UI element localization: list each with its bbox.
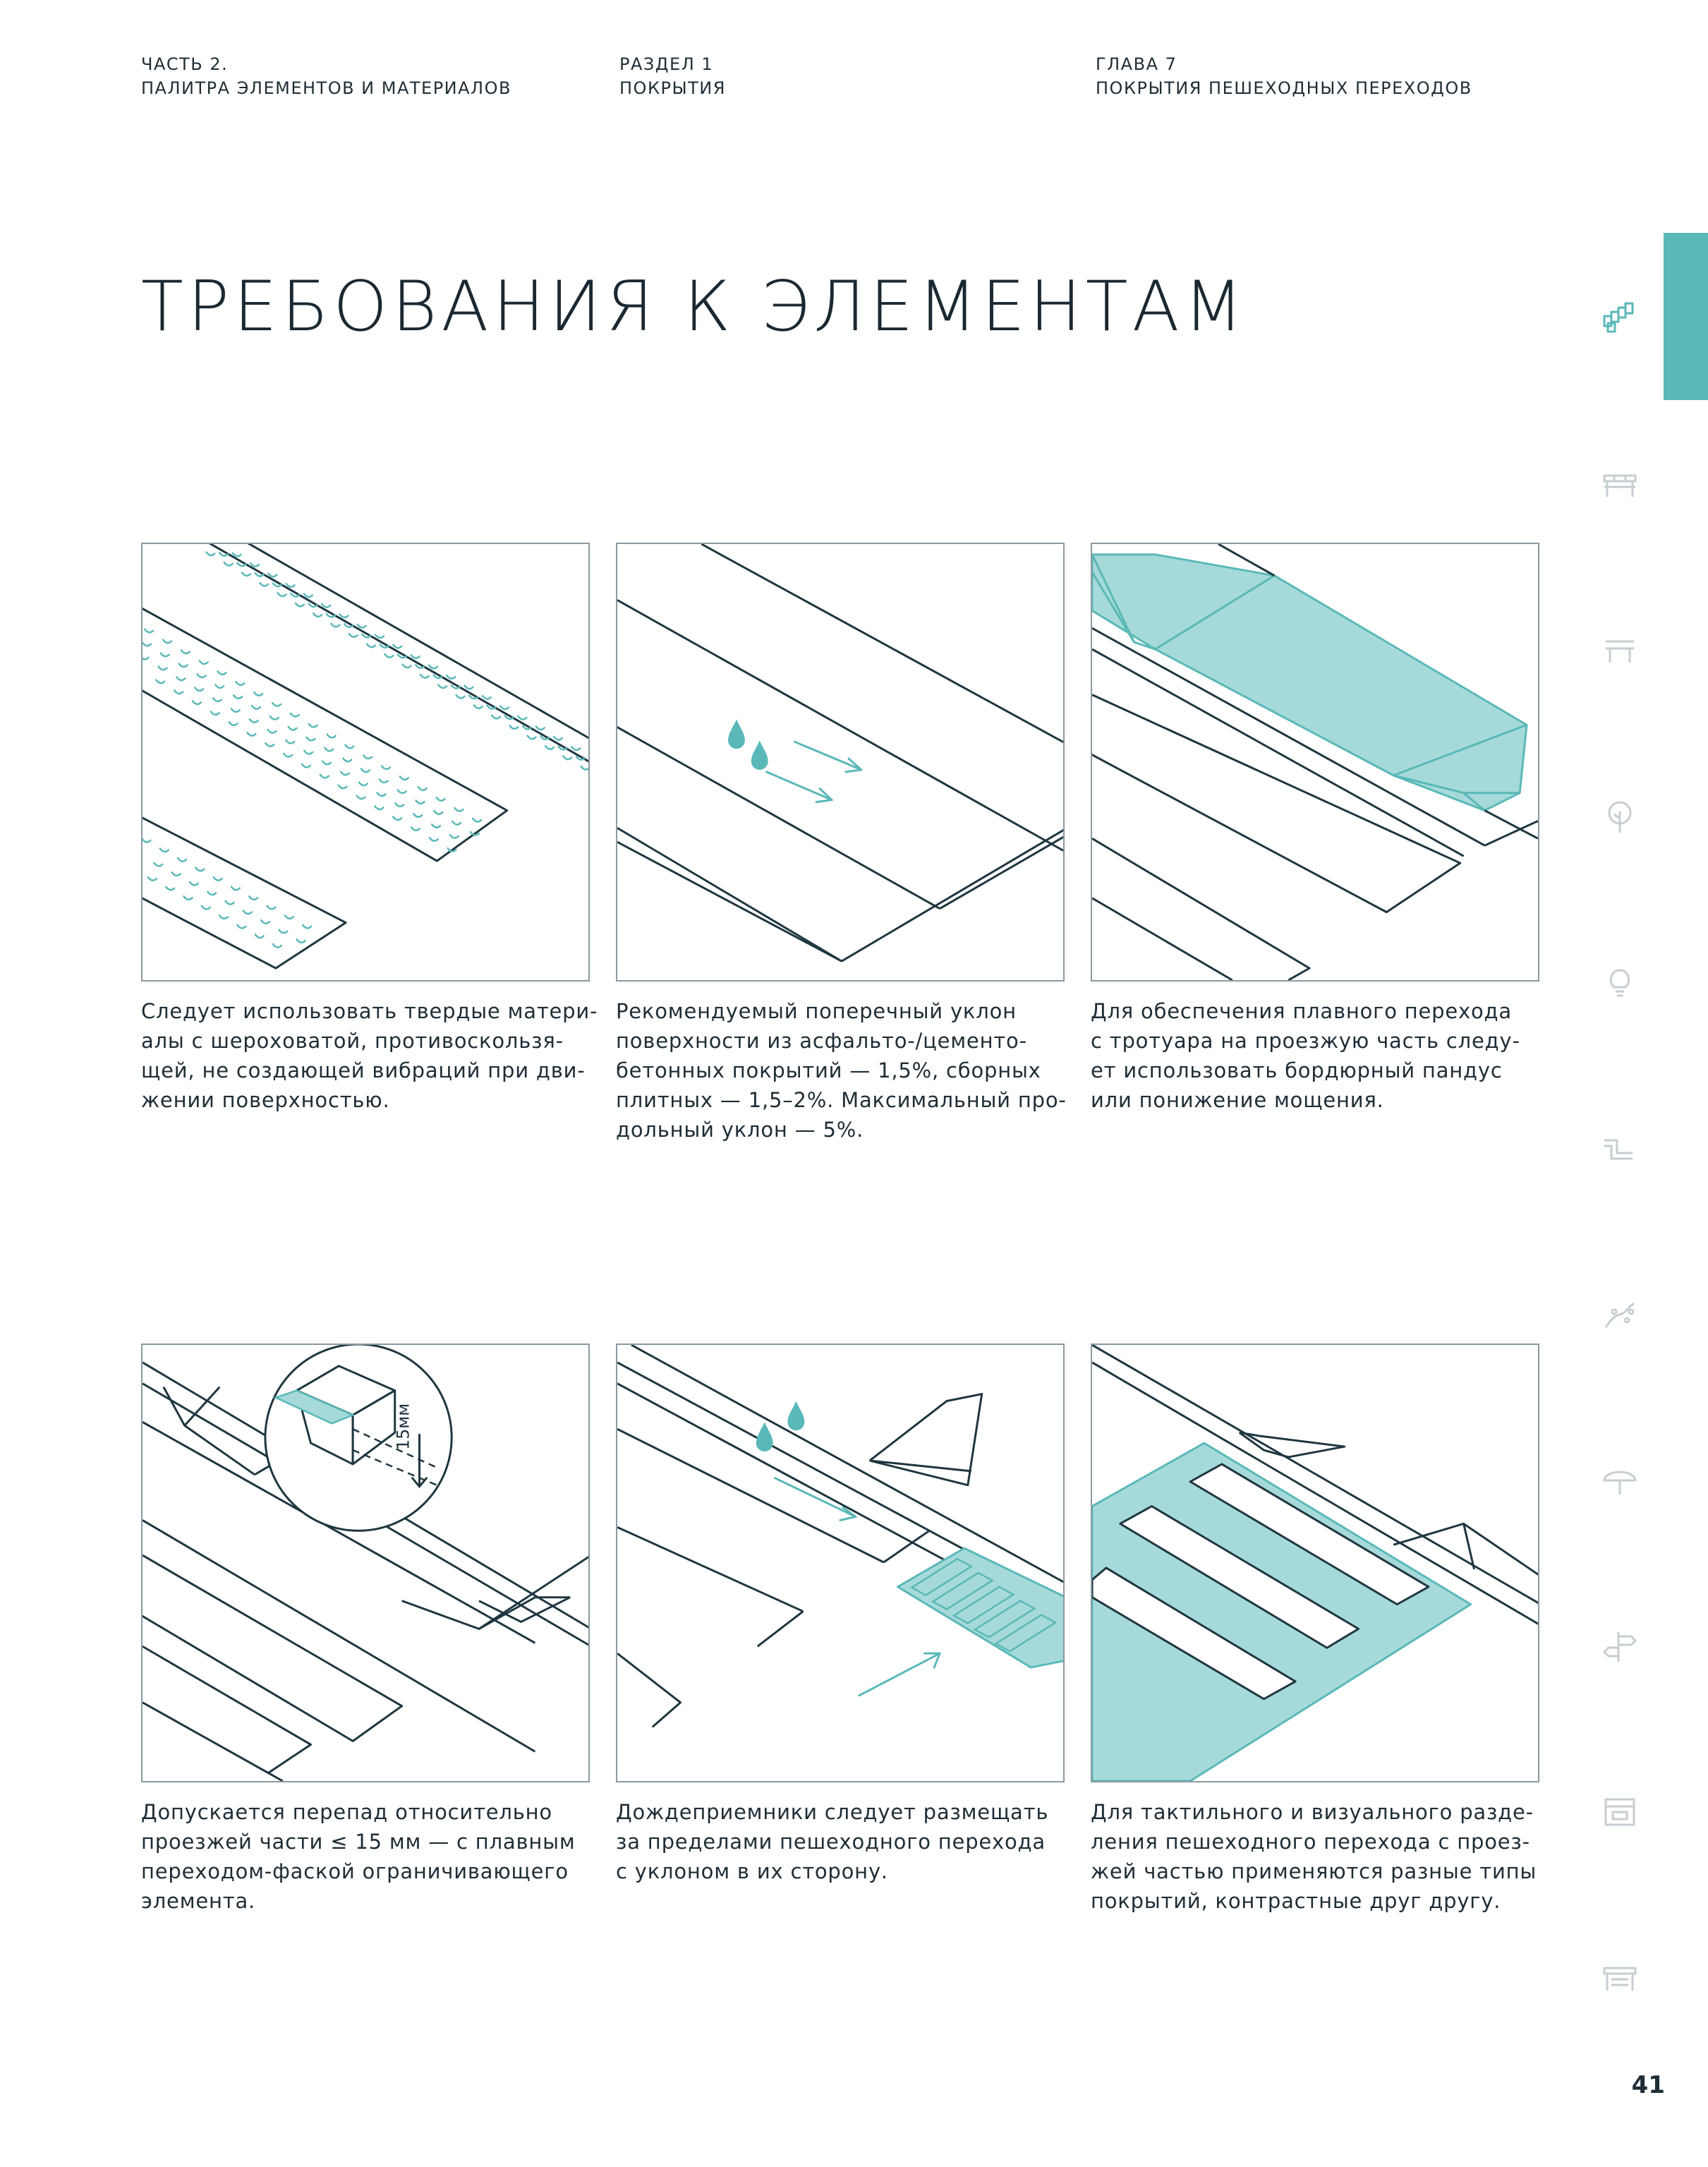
tactile-dot (197, 674, 205, 677)
tactile-dot (145, 629, 153, 633)
tactile-dot (349, 634, 358, 637)
tactile-dot (395, 803, 404, 807)
caption-line: покрытий, контрастные друг другу. (1091, 1889, 1501, 1913)
tactile-dot (403, 665, 411, 668)
tactile-dot (345, 745, 353, 749)
tactile-dot (195, 687, 203, 691)
header-chapter-line2: ПОКРЫТИЯ ПЕШЕХОДНЫХ ПЕРЕХОДОВ (1096, 78, 1472, 98)
tactile-dot (279, 930, 287, 934)
tactile-dot (393, 816, 401, 820)
pipe-icon[interactable] (1600, 1129, 1640, 1169)
tactile-dot (325, 748, 333, 751)
tactile-dot (161, 653, 169, 657)
caption-rough-surface (141, 996, 598, 1115)
tactile-dot (302, 764, 310, 768)
tactile-dot (250, 563, 259, 567)
tactile-dot (473, 819, 481, 822)
tactile-dot (434, 811, 442, 814)
plants-icon[interactable] (1600, 1295, 1640, 1334)
tactile-dot (327, 735, 336, 738)
tactile-dot (331, 624, 339, 627)
caption-line: ления пешеходного перехода с проез- (1091, 1830, 1530, 1854)
tactile-dot (148, 877, 157, 881)
tactile-dot (218, 671, 226, 675)
rough-surface-illustration (143, 544, 588, 980)
tactile-dot (206, 553, 214, 556)
tactile-dot (176, 677, 185, 681)
tactile-dot (393, 645, 401, 648)
kiosk-icon[interactable] (1600, 1792, 1640, 1832)
tactile-dot (297, 939, 305, 943)
figure-curb-ramp (1091, 543, 1539, 982)
tactile-dot (411, 827, 420, 831)
tactile-dot (452, 821, 461, 825)
tactile-dot (156, 680, 164, 684)
tactile-dot (340, 614, 349, 617)
caption-contrast-surfaces (1091, 1797, 1542, 1916)
tactile-dot (252, 706, 260, 709)
tactile-dot (261, 920, 269, 924)
tactile-dot (416, 800, 424, 804)
tactile-dot (163, 640, 171, 644)
tactile-dot (260, 583, 268, 586)
tactile-dot (358, 624, 366, 628)
tactile-dot (356, 796, 365, 799)
tactile-dot (179, 664, 188, 668)
tactile-dot (278, 593, 286, 596)
tactile-dot (339, 785, 347, 789)
tactile-dot (454, 808, 463, 811)
header-section (619, 52, 726, 100)
tactile-dot (341, 772, 349, 775)
tactile-dot (322, 761, 331, 765)
tactile-dot (243, 911, 252, 915)
caption-line: ет использовать бордюрный пандус (1091, 1058, 1503, 1082)
caption-storm-drain (616, 1797, 1067, 1886)
tactile-dot (492, 716, 500, 719)
tactile-dot (181, 651, 190, 654)
tactile-dot (320, 775, 329, 778)
tactile-dot (286, 584, 295, 587)
tactile-dot (272, 703, 281, 706)
curb-height-label: 15мм (393, 1403, 413, 1451)
tactile-dot (254, 692, 262, 696)
caption-curb-ramp (1091, 996, 1542, 1115)
tree-icon[interactable] (1600, 797, 1640, 837)
tactile-dot (343, 759, 351, 762)
page-number: 41 (1631, 2071, 1665, 2099)
tactile-dot (242, 572, 250, 576)
table-icon[interactable] (1600, 632, 1640, 671)
tactile-dot (398, 790, 406, 793)
tactile-dot (267, 906, 276, 910)
caption-line: бетонных покрытий — 1,5%, сборных (616, 1058, 1041, 1082)
tactile-dot (377, 792, 386, 796)
figure-storm-drain (616, 1344, 1065, 1782)
tactile-dot (303, 925, 311, 929)
tactile-dot (184, 896, 193, 900)
signpost-icon[interactable] (1600, 1626, 1640, 1666)
tactile-dot (213, 698, 222, 701)
tactile-dot (563, 756, 571, 760)
header-part-line2: ПАЛИТРА ЭЛЕМЕНТОВ И МАТЕРИАЛОВ (141, 78, 511, 98)
caption-line: Для тактильного и визуального разде- (1091, 1800, 1534, 1824)
tactile-dot (154, 863, 162, 867)
tactile-dot (211, 711, 219, 715)
tactile-dot (581, 766, 588, 770)
caption-line: жении поверхностью. (141, 1088, 390, 1112)
header-section-line1: РАЗДЕЛ 1 (619, 54, 714, 74)
tactile-dot (429, 665, 437, 669)
tactile-dot (200, 660, 208, 664)
tactile-dot (518, 716, 526, 720)
tactile-dot (207, 891, 216, 895)
figure-contrast-surfaces (1091, 1344, 1539, 1782)
caption-line: за пределами пешеходного перехода (616, 1830, 1046, 1854)
header-part (141, 52, 511, 100)
tactile-dot (178, 858, 186, 862)
tactile-dot (202, 906, 210, 910)
caption-line: щей, не создающей вибраций при дви- (141, 1058, 586, 1082)
tactile-dot (231, 708, 240, 712)
header-chapter-line1: ГЛАВА 7 (1096, 54, 1177, 74)
sidebar-active-tab[interactable] (1664, 233, 1708, 400)
tactile-dot (190, 882, 198, 886)
figure-curb-height (141, 1344, 590, 1782)
tactile-dot (528, 736, 536, 740)
tactile-dot (430, 838, 438, 841)
tactile-dot (193, 701, 201, 704)
caption-line: Дождеприемники следует размещать (616, 1800, 1049, 1824)
caption-curb-height (141, 1797, 593, 1916)
tactile-dot (474, 705, 483, 708)
tactile-dot (250, 719, 258, 723)
tactile-dot (160, 848, 169, 852)
tactile-dot (309, 724, 317, 728)
curb-ramp-illustration (1092, 544, 1538, 980)
tactile-dot (306, 737, 315, 741)
tactile-dot (382, 766, 390, 769)
tactile-dot (231, 887, 240, 891)
caption-line: Допускается перепад относительно (141, 1800, 552, 1824)
tactile-dot (465, 686, 473, 689)
tactile-dot (418, 787, 427, 790)
tactile-dot (143, 643, 151, 646)
lamp-icon[interactable] (1600, 963, 1640, 1003)
tactile-dot (172, 872, 181, 876)
header-part-line1: ЧАСТЬ 2. (141, 54, 229, 74)
tactile-dot (438, 684, 447, 688)
tactile-dot (456, 695, 465, 699)
tactile-dot (268, 730, 277, 733)
tactile-dot (400, 776, 408, 780)
tactile-dot (236, 682, 244, 685)
shelter-icon[interactable] (1600, 1958, 1640, 1998)
tactile-dot (268, 574, 277, 577)
tactile-dot (247, 732, 255, 736)
tactile-dot (509, 725, 518, 729)
tactile-dot (166, 887, 174, 891)
slope-illustration (617, 544, 1063, 980)
tactile-dot (143, 839, 150, 843)
figure-rough-surface (141, 543, 590, 982)
tactile-dot (536, 726, 545, 730)
caption-line: Рекомендуемый поперечный уклон (616, 999, 1017, 1023)
caption-line: с тротуара на проезжую часть следу- (1091, 1029, 1520, 1053)
storm-drain-illustration (617, 1345, 1063, 1781)
tactile-dot (483, 696, 491, 699)
header-chapter (1096, 52, 1472, 100)
caption-line: дольный уклон — 5%. (616, 1118, 864, 1142)
tactile-dot (304, 594, 313, 598)
tactile-dot (226, 901, 234, 905)
tactile-dot (286, 740, 294, 744)
umbrella-icon[interactable] (1600, 1461, 1640, 1500)
tactile-dot (229, 722, 238, 725)
caption-line: плитных — 1,5–2%. Максимальный про- (616, 1088, 1067, 1112)
tactile-dot (375, 806, 383, 809)
tactile-dot (571, 747, 580, 750)
tactile-dot (289, 727, 297, 730)
caption-line: переходом-фаской ограничивающего (141, 1859, 569, 1883)
tactile-dot (234, 695, 242, 699)
tactile-dot (304, 751, 313, 754)
tactile-dot (296, 603, 304, 607)
tactile-dot (359, 783, 368, 786)
tactile-dot (285, 915, 293, 919)
tactile-dot (411, 655, 420, 658)
tactile-dot (413, 814, 422, 817)
caption-line: проезжей части ≤ 15 мм — с плавным (141, 1830, 576, 1854)
caption-line: с уклоном в их сторону. (616, 1859, 888, 1883)
tactile-dot (224, 562, 233, 566)
tactile-dot (255, 934, 264, 938)
tactile-dot (545, 746, 554, 749)
tactile-dot (384, 654, 393, 658)
page-title: ТРЕБОВАНИЯ К ЭЛЕМЕНТАМ (141, 267, 1248, 347)
caption-line: поверхности из асфальто-/цементо- (616, 1029, 1027, 1053)
tactile-dot (273, 944, 281, 948)
tactile-dot (159, 667, 167, 670)
caption-line: или понижение мощения. (1091, 1088, 1384, 1112)
tactile-dot (432, 824, 440, 828)
tactile-dot (361, 769, 370, 773)
caption-line: жей частью применяются разные типы (1091, 1859, 1537, 1883)
curb-height-illustration (143, 1345, 588, 1781)
tactile-dot (437, 797, 445, 801)
tactile-dot (363, 756, 372, 759)
tactile-dot (249, 896, 258, 900)
tactile-dot (313, 613, 322, 617)
tactile-dot (450, 835, 459, 838)
tactile-dot (420, 675, 429, 678)
tactile-dot (215, 684, 224, 688)
tactile-dot (237, 925, 246, 929)
paving-icon[interactable] (1600, 299, 1640, 339)
header-section-line2: ПОКРЫТИЯ (619, 78, 726, 98)
tactile-dot (284, 754, 292, 757)
caption-slope (616, 996, 1067, 1145)
tactile-dot (447, 675, 455, 679)
caption-line: Следует использовать твердые матери- (141, 999, 598, 1023)
bench-icon[interactable] (1600, 466, 1640, 505)
caption-line: алы с шероховатой, противоскользя- (141, 1029, 564, 1053)
tactile-dot (270, 716, 279, 720)
tactile-dot (214, 877, 222, 881)
tactile-dot (554, 737, 562, 740)
tactile-dot (265, 743, 274, 747)
tactile-dot (219, 915, 228, 919)
tactile-dot (143, 656, 149, 660)
figure-slope (616, 543, 1065, 982)
tactile-dot (322, 604, 330, 608)
caption-line: Для обеспечения плавного перехода (1091, 999, 1512, 1023)
tactile-dot (500, 706, 509, 710)
tactile-dot (380, 779, 388, 783)
caption-line: элемента. (141, 1889, 256, 1913)
tactile-dot (291, 713, 299, 717)
tactile-dot (174, 691, 183, 694)
tactile-dot (233, 553, 241, 557)
tactile-dot (375, 634, 384, 638)
contrast-surfaces-illustration (1092, 1345, 1538, 1781)
tactile-dot (195, 868, 204, 871)
tactile-dot (367, 644, 375, 648)
